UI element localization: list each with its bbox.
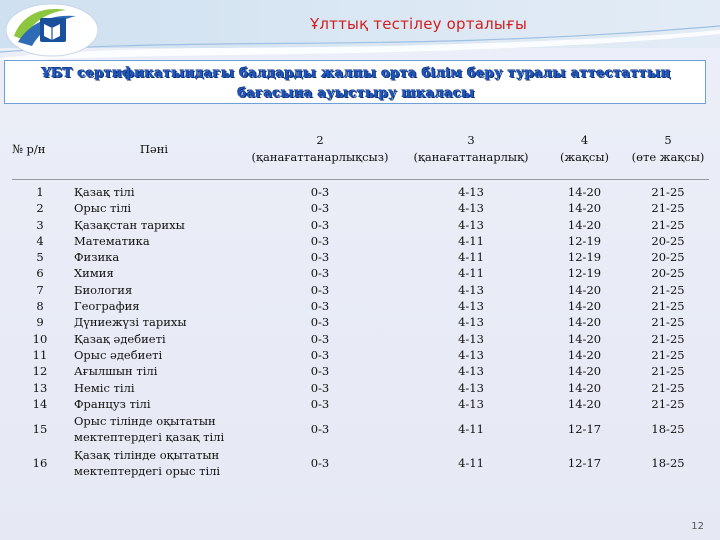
- header-grade-3: 3 (қанағаттанарлық): [400, 119, 542, 180]
- table-row: 13 Неміс тілі 0-3 4-13 14-20 21-25: [32, 380, 685, 395]
- header-grade-4: 4 (жақсы): [542, 119, 627, 180]
- table-row: 10 Қазақ әдебиеті 0-3 4-13 14-20 21-25: [32, 331, 685, 346]
- header-grade-5: 5 (өте жақсы): [627, 119, 709, 180]
- table-row: 12 Ағылшын тілі 0-3 4-13 14-20 21-25: [32, 364, 685, 379]
- header-grade-2: 2 (қанағаттанарлықсыз): [240, 119, 400, 180]
- page-title-line-1: ҰБТ сертификатындағы балдарды жалпы орта білім беру туралы аттестаттың: [41, 65, 671, 81]
- title-box: [4, 60, 706, 104]
- table-row: 15 Орыс тілінде оқытатын мектептердегі қазақ тілі 0-3 4-11 12-17 18-25: [32, 414, 685, 445]
- table-row: 14 Француз тілі 0-3 4-13 14-20 21-25: [32, 396, 685, 411]
- header-number: № р/н: [12, 119, 68, 180]
- table-row: 7 Биология 0-3 4-13 14-20 21-25: [36, 282, 685, 297]
- table-row: 5 Физика 0-3 4-11 12-19 20-25: [36, 250, 685, 265]
- table-row: 9 Дүниежүзі тарихы 0-3 4-13 14-20 21-25: [36, 315, 685, 330]
- table-row: 2 Орыс тілі 0-3 4-13 14-20 21-25: [36, 201, 685, 216]
- page-title: [5, 61, 707, 103]
- table-row: 16 Қазақ тілінде оқытатын мектептердегі орыс тілі 0-3 4-11 12-17 18-25: [32, 448, 685, 479]
- organization-name: Ұлттық тестілеу орталығы: [310, 15, 528, 33]
- organization-logo: [4, 2, 100, 58]
- table-row: 8 География 0-3 4-13 14-20 21-25: [36, 299, 685, 314]
- table-row: 11 Орыс әдебиеті 0-3 4-13 14-20 21-25: [32, 347, 685, 362]
- conversion-table: [12, 119, 709, 480]
- table-header-row: [12, 119, 709, 180]
- page-number: 12: [691, 521, 704, 532]
- table-row: 3 Қазақстан тарихы 0-3 4-13 14-20 21-25: [36, 217, 685, 232]
- table-row: 6 Химия 0-3 4-11 12-19 20-25: [36, 266, 685, 281]
- conversion-table-container: [12, 119, 709, 480]
- header-subject: Пәні: [68, 119, 240, 180]
- page-title-line-2: бағасына ауыстыру шкаласы: [237, 85, 475, 101]
- table-row: 4 Математика 0-3 4-11 12-19 20-25: [36, 233, 685, 248]
- table-row: 1 Қазақ тілі 0-3 4-13 14-20 21-25: [36, 185, 685, 199]
